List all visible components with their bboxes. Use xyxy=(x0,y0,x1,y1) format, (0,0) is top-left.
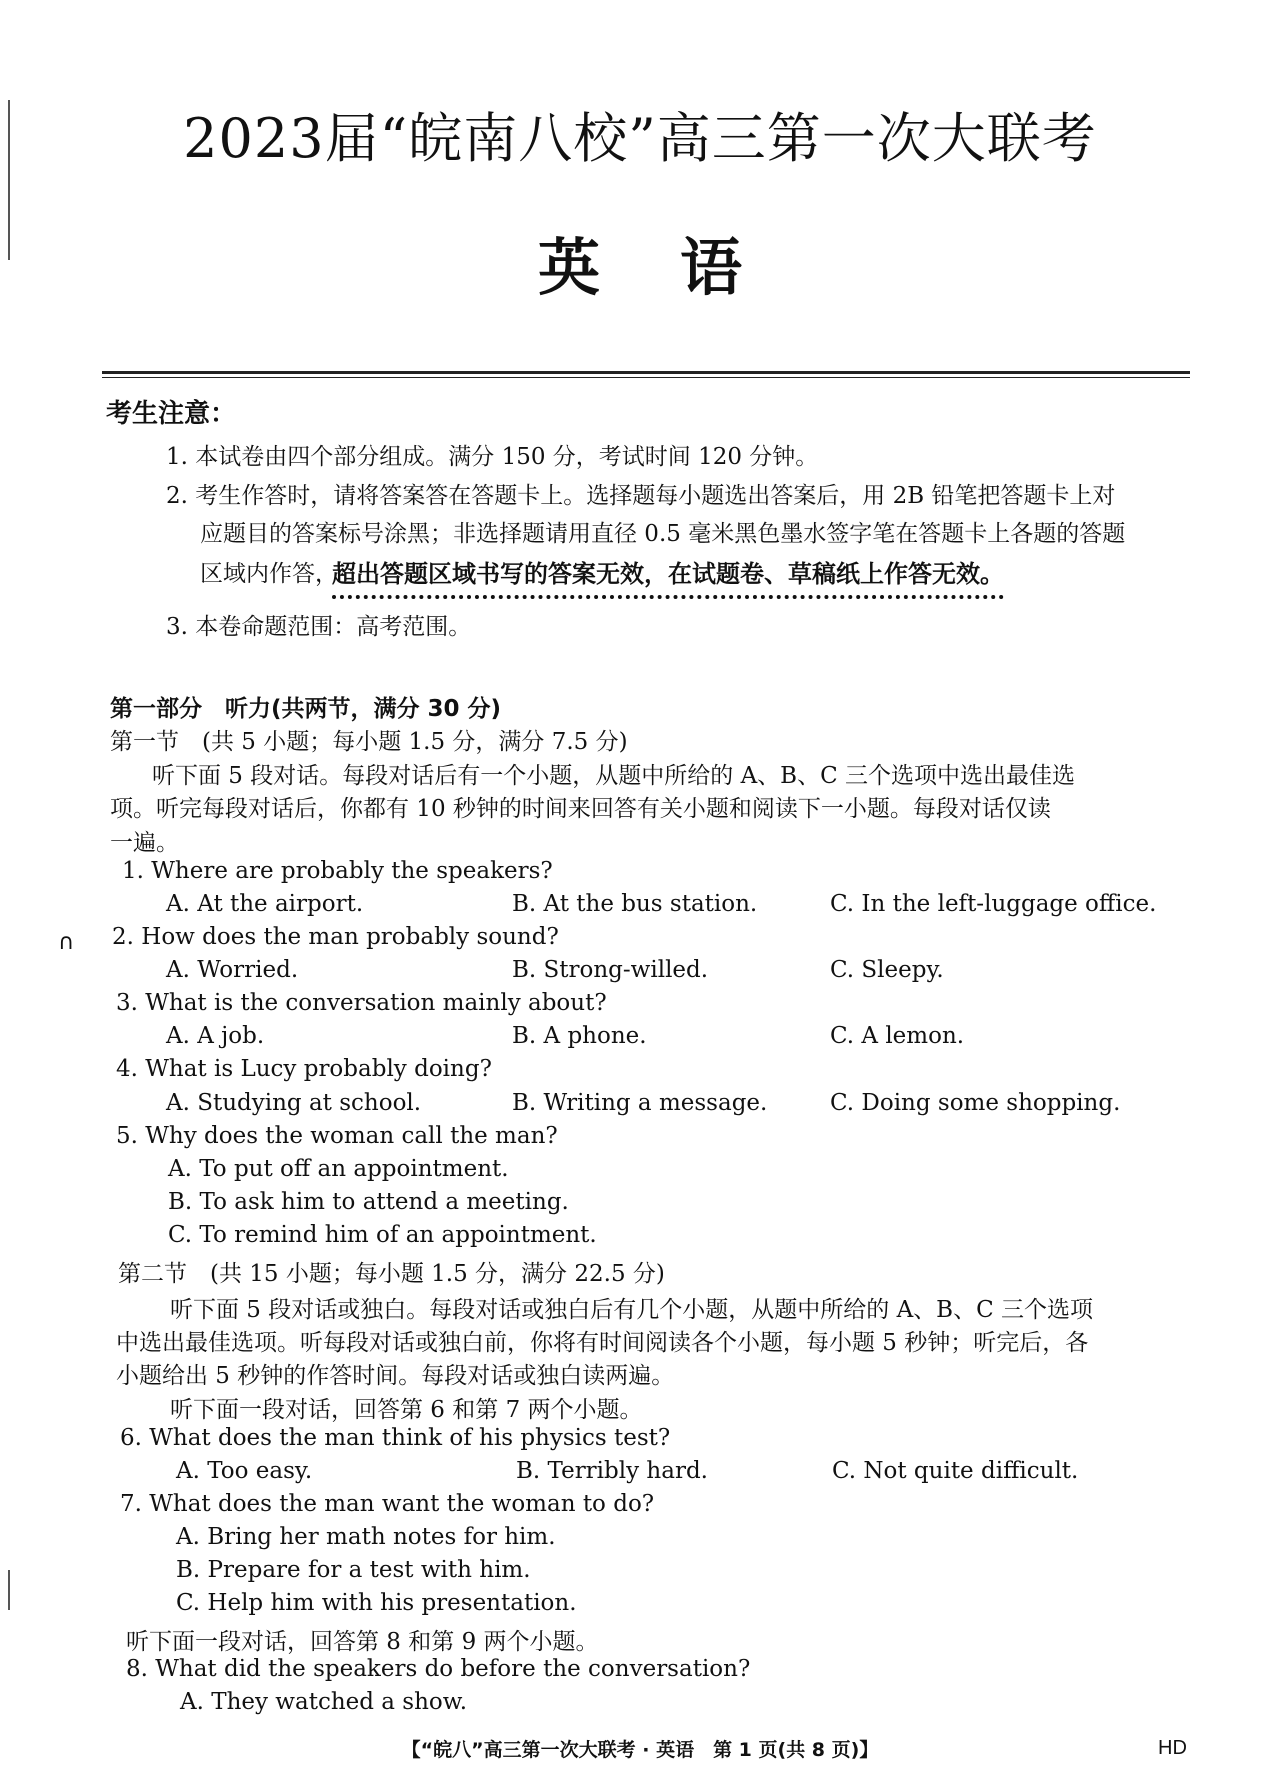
notice-item-lead: 区域内作答， xyxy=(200,561,338,587)
option-a: A. To put off an appointment. xyxy=(168,1156,509,1182)
section1-title: 第一节 (共 5 小题；每小题 1.5 分，满分 7.5 分) xyxy=(110,729,628,755)
group-instruction: 听下面一段对话，回答第 6 和第 7 两个小题。 xyxy=(170,1397,643,1423)
option-b: B. Strong-willed. xyxy=(512,957,709,983)
option-a: A. They watched a show. xyxy=(180,1689,468,1715)
question: 1. Where are probably the speakers? xyxy=(122,858,553,884)
section1-instruction: 听下面 5 段对话。每段对话后有一个小题，从题中所给的 A、B、C 三个选项中选出最佳选 xyxy=(152,763,1075,789)
option-c: C. A lemon. xyxy=(830,1023,965,1049)
section2-title: 第二节 (共 15 小题；每小题 1.5 分，满分 22.5 分) xyxy=(118,1261,665,1287)
option-a: A. Worried. xyxy=(166,957,299,983)
notice-heading: 考生注意： xyxy=(106,399,237,429)
option-c: C. Not quite difficult. xyxy=(832,1458,1079,1484)
footer-code: HD xyxy=(1158,1737,1187,1759)
option-b: B. To ask him to attend a meeting. xyxy=(168,1189,569,1215)
option-a: A. Too easy. xyxy=(176,1458,313,1484)
option-c: C. To remind him of an appointment. xyxy=(168,1222,597,1248)
header-divider-thin xyxy=(102,377,1190,378)
option-c: C. Doing some shopping. xyxy=(830,1090,1121,1116)
subject-title: 英语 xyxy=(537,231,822,304)
option-b: B. Prepare for a test with him. xyxy=(176,1557,531,1583)
notice-item: 2. 考生作答时，请将答案答在答题卡上。选择题每小题选出答案后，用 2B 铅笔把答题卡上对 xyxy=(166,483,1116,509)
section2-instruction: 中选出最佳选项。听每段对话或独白前，你将有时间阅读各个小题，每小题 5 秒钟；听完后，各 xyxy=(116,1330,1089,1356)
option-c: C. In the left-luggage office. xyxy=(830,891,1157,917)
part1-title: 第一部分 听力(共两节，满分 30 分) xyxy=(110,696,502,722)
question: 7. What does the man want the woman to do? xyxy=(120,1491,655,1517)
notice-item: 1. 本试卷由四个部分组成。满分 150 分，考试时间 120 分钟。 xyxy=(166,444,819,470)
option-a: A. Bring her math notes for him. xyxy=(176,1524,556,1550)
option-c: C. Help him with his presentation. xyxy=(176,1590,577,1616)
margin-mark: ∩ xyxy=(58,930,75,955)
question: 8. What did the speakers do before the conversation? xyxy=(126,1656,751,1682)
page-footer: 【“皖八”高三第一次大联考 · 英语 第 1 页(共 8 页)】 xyxy=(401,1739,879,1761)
section1-instruction: 一遍。 xyxy=(110,830,179,856)
option-a: A. A job. xyxy=(166,1023,265,1049)
section2-instruction: 听下面 5 段对话或独白。每段对话或独白后有几个小题，从题中所给的 A、B、C 三个选项 xyxy=(170,1297,1093,1323)
option-b: B. At the bus station. xyxy=(512,891,758,917)
notice-emphasis: 超出答题区域书写的答案无效，在试题卷、草稿纸上作答无效。 xyxy=(332,554,1004,599)
option-b: B. Writing a message. xyxy=(512,1090,768,1116)
notice-item: 应题目的答案标号涂黑；非选择题请用直径 0.5 毫米黑色墨水签字笔在答题卡上各题的答题 xyxy=(200,521,1126,547)
option-b: B. Terribly hard. xyxy=(516,1458,708,1484)
option-a: A. Studying at school. xyxy=(166,1090,422,1116)
question: 6. What does the man think of his physics test? xyxy=(120,1425,671,1451)
section1-instruction: 项。听完每段对话后，你都有 10 秒钟的时间来回答有关小题和阅读下一小题。每段对话仅读 xyxy=(110,796,1051,822)
group-instruction: 听下面一段对话，回答第 8 和第 9 两个小题。 xyxy=(126,1629,599,1655)
question: 3. What is the conversation mainly about? xyxy=(116,990,607,1016)
header-divider xyxy=(102,371,1190,374)
page-edge-line xyxy=(8,1570,10,1610)
question: 5. Why does the woman call the man? xyxy=(116,1123,558,1149)
notice-item: 3. 本卷命题范围：高考范围。 xyxy=(166,614,472,640)
option-a: A. At the airport. xyxy=(166,891,364,917)
option-c: C. Sleepy. xyxy=(830,957,944,983)
exam-title: 2023届“皖南八校”高三第一次大联考 xyxy=(183,107,1097,170)
section2-instruction: 小题给出 5 秒钟的作答时间。每段对话或独白读两遍。 xyxy=(116,1363,675,1389)
question: 4. What is Lucy probably doing? xyxy=(116,1056,492,1082)
option-b: B. A phone. xyxy=(512,1023,647,1049)
question: 2. How does the man probably sound? xyxy=(112,924,559,950)
